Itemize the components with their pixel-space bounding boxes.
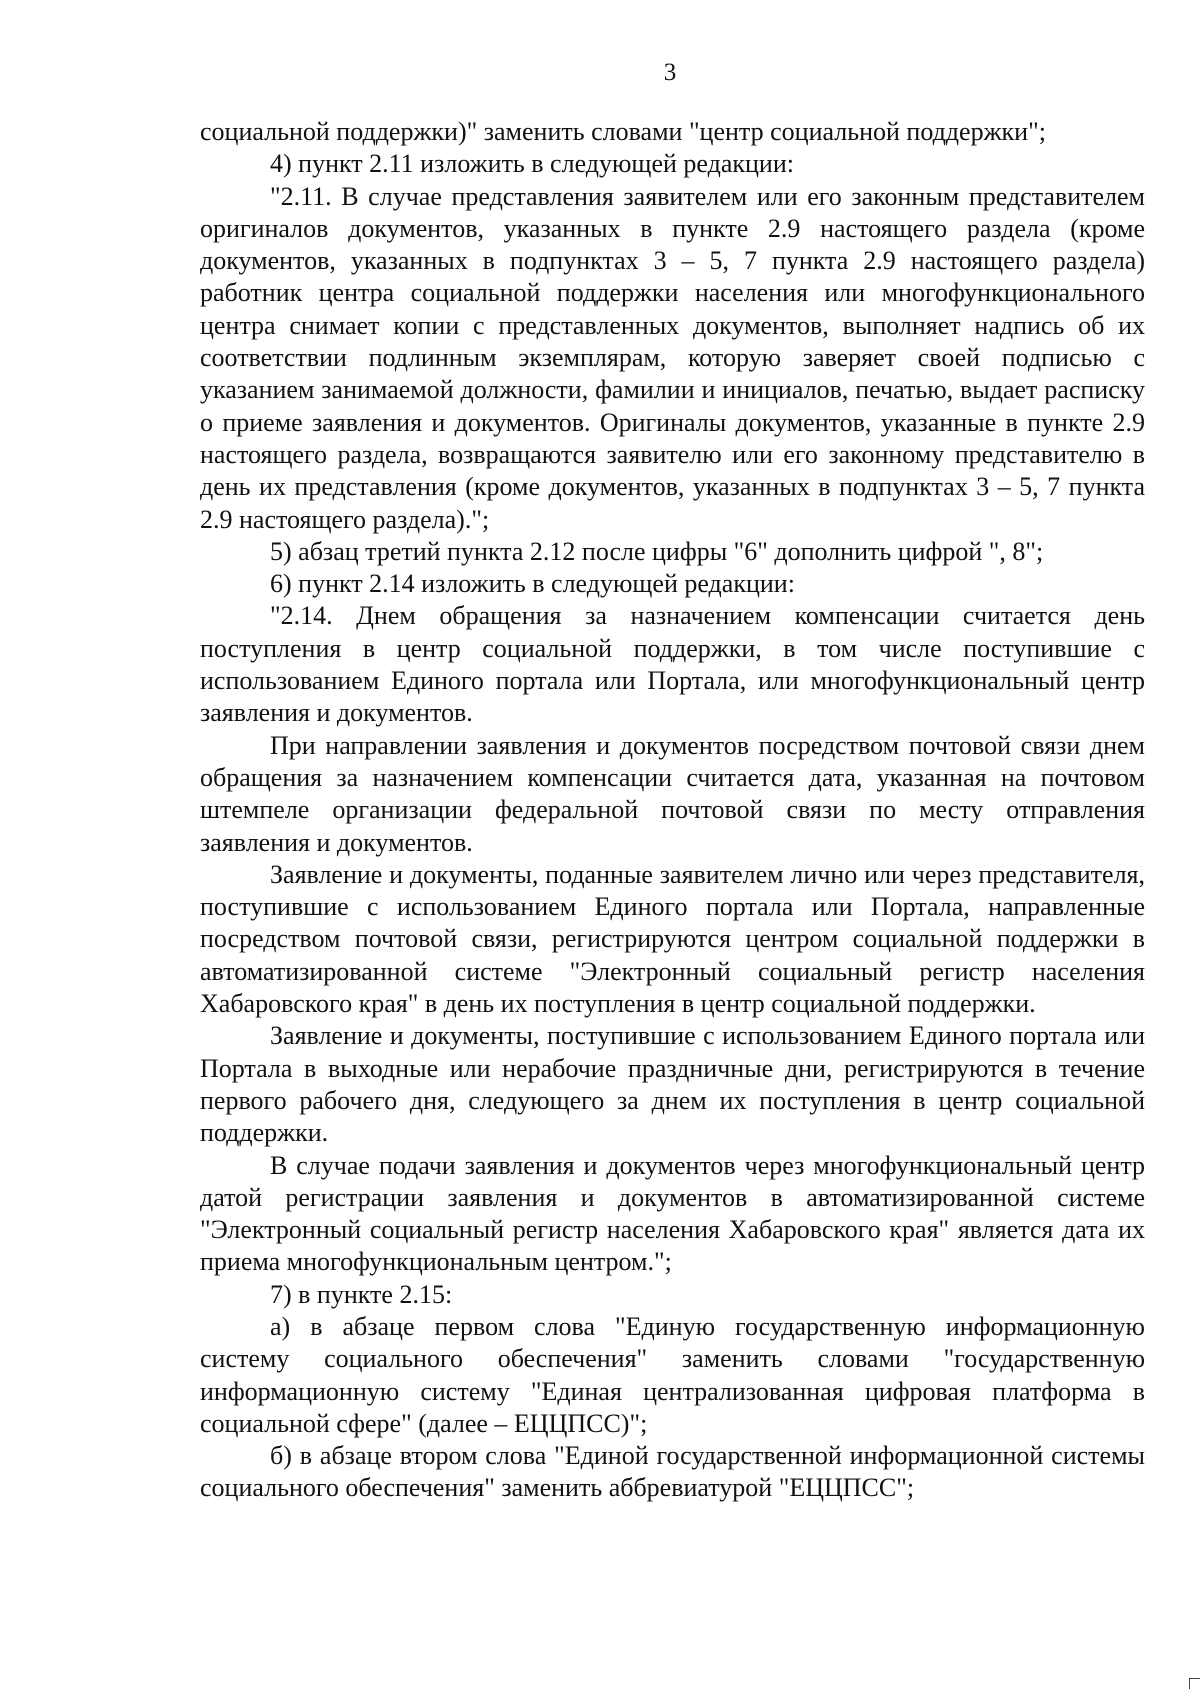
paragraph-registration: Заявление и документы, поданные заявителем лично или через представителя, поступившие с использованием Единого портала или Портала, направленные посредством почтовой связи, регистрируются центром социальной поддержки в автоматизированной системе "Электронный социальный регистр населения Хабаровского края" в день их поступления в центр социальной поддержки. (200, 859, 1145, 1019)
paragraph-continuation: социальной поддержки)" заменить словами "центр социальной поддержки"; (200, 117, 1046, 146)
paragraph-item-6: 6) пункт 2.14 изложить в следующей редакции: (270, 569, 795, 599)
paragraph-clause-2-14: "2.14. Днем обращения за назначением компенсации считается день поступления в центр социальной поддержки, в том числе поступившие с использованием Единого портала или Портала, или многофункциональный центр заявления и документов. (200, 601, 1145, 728)
paragraph-item-7: 7) в пункте 2.15: (270, 1279, 453, 1309)
paragraph-item-5: 5) абзац третий пункта 2.12 после цифры "6" дополнить цифрой ", 8"; (270, 536, 1044, 566)
document-body (200, 116, 1145, 1505)
paragraph-item-4: 4) пункт 2.11 изложить в следующей редакции: (270, 149, 794, 179)
paragraph-holidays: Заявление и документы, поступившие с использованием Единого портала или Портала в выходные или нерабочие праздничные дни, регистрируются в течение первого рабочего дня, следующего за днем их поступления в центр социальной поддержки. (200, 1021, 1145, 1148)
paragraph-clause-2-11: "2.11. В случае представления заявителем или его законным представителем оригиналов документов, указанных в пункте 2.9 настоящего раздела (кроме документов, указанных в подпунктах 3 – 5, 7 пункта 2.9 настоящего раздела) работник центра социальной поддержки населения или многофункционального центра снимает копии с представленных документов, выполняет надпись об их соответствии подлинным экземплярам, которую заверяет своей подписью с указанием занимаемой должности, фамилии и инициалов, печатью, выдает расписку о приеме заявления и документов. Оригиналы документов, указанные в пункте 2.9 настоящего раздела, возвращаются заявителю или его законному представителю в день их представления (кроме документов, указанных в подпунктах 3 – 5, 7 пункта 2.9 настоящего раздела)."; (200, 181, 1145, 534)
paragraph-subitem-b: б) в абзаце втором слова "Единой государственной информационной системы социального обеспечения" заменить аббревиатурой "ЕЦЦПСС"; (200, 1441, 1145, 1503)
page-number: 3 (663, 59, 677, 86)
paragraph-subitem-a: а) в абзаце первом слова "Единую государственную информационную систему социального обеспечения" заменить словами "государственную информационную систему "Единая централизованная цифровая платформа в социальной сфере" (далее – ЕЦЦПСС)"; (200, 1311, 1145, 1438)
paragraph-postal: При направлении заявления и документов посредством почтовой связи днем обращения за назначением компенсации считается дата, указанная на почтовом штемпеле организации федеральной почтовой связи по месту отправления заявления и документов. (200, 730, 1145, 857)
paragraph-mfc: В случае подачи заявления и документов через многофункциональный центр датой регистрации заявления и документов в автоматизированной системе "Электронный социальный регистр населения Хабаровского края" является дата их приема многофункциональным центром."; (200, 1150, 1145, 1277)
scan-corner-mark (1189, 1678, 1200, 1689)
